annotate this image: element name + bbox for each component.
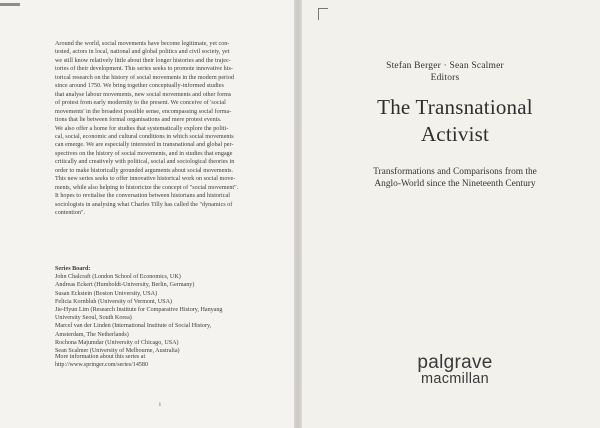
board-member: Sean Scalmer (University of Melbourne, Australia)	[55, 348, 180, 355]
crop-mark-horizontal	[318, 8, 328, 9]
book-subtitle-line: Transformations and Comparisons from the	[373, 167, 537, 177]
series-description-line: tions that lie between formal organisations and mere protest events.	[55, 117, 222, 124]
crop-mark-vertical	[318, 8, 319, 20]
publisher-logo	[400, 354, 510, 387]
series-description-line: that analyse labour movements, new social movements and other forms	[55, 91, 232, 98]
series-description-line: Around the world, social movements have become legitimate, yet con-	[55, 41, 230, 47]
board-member: Amsterdam, The Netherlands)	[55, 331, 129, 338]
series-description-line: This new series seeks to offer innovative historical work on social move-	[55, 176, 236, 183]
board-member: John Chalcraft (London School of Economics, UK)	[55, 274, 181, 281]
series-description-line: can emerge. We are especially interested in transnational and global per-	[55, 142, 234, 149]
more-info-text: More information about this series at	[55, 354, 146, 360]
series-description-line: order to make historically grounded arguments about social movements.	[55, 167, 234, 174]
book-gutter	[294, 0, 302, 428]
series-description-line: critically and creatively with political, social and sociological theories in	[55, 159, 235, 166]
series-description-line: tested, actors in local, national and global politics and civil society, yet	[55, 49, 230, 56]
publisher-name-line: macmillan	[421, 371, 489, 387]
series-description-line: sociologists in analysing what Charles Tilly has called the "dynamics of	[55, 201, 233, 208]
more-info	[55, 353, 255, 369]
series-description-line: torical research on the history of social movements in the modern period	[55, 74, 234, 81]
editor-names: Stefan Berger · Sean Scalmer	[386, 61, 504, 71]
board-member: Jie-Hyun Lim (Research Institute for Comparative History, Hanyang	[55, 307, 223, 314]
series-description-line: tories of their development. This series seeks to promote innovative his-	[55, 66, 233, 73]
series-description	[55, 40, 267, 218]
series-description-line: since around 1750. We bring together conceptually-informed studies	[55, 83, 224, 90]
editors-label: Editors	[430, 73, 460, 83]
series-description-line: cal, social, economic and cultural conditions in which social movements	[55, 133, 234, 140]
series-description-line: ments, while also helping to historicize the concept of "social movement".	[55, 184, 239, 191]
series-description-line: It hopes to revitalise the conversation between historians and historical	[55, 193, 230, 200]
board-member: Marcel van der Linden (International Institute of Social History,	[55, 323, 212, 330]
series-description-line: spectives on the history of social movements, and in studies that engage	[55, 150, 233, 157]
scan-corner-mark	[0, 3, 20, 6]
book-subtitle	[330, 166, 580, 190]
series-description-line: We also offer a home for studies that systematically explore the politi-	[55, 125, 229, 132]
series-url: http://www.springer.com/series/14580	[55, 362, 149, 369]
board-member: Susan Eckstein (Boston University, USA)	[55, 290, 158, 297]
editors	[350, 60, 540, 84]
publisher-name-line: palgrave	[417, 352, 493, 373]
series-board-title: Series Board:	[55, 266, 91, 272]
book-title-line: The Transnational	[377, 95, 533, 119]
book-title	[335, 94, 575, 148]
series-board	[55, 265, 275, 355]
page-number: i	[159, 402, 161, 408]
book-subtitle-line: Anglo-World since the Nineteenth Century	[374, 179, 536, 189]
board-member: Andreas Eckert (Humboldt-University, Berlin, Germany)	[55, 282, 195, 289]
series-description-line: of protest from early modernity to the present. We conceive of 'social	[55, 100, 226, 107]
series-description-line: movements' in the broadest possible sense, encompassing social forma-	[55, 108, 232, 115]
board-member: University Seoul, South Korea)	[55, 315, 132, 322]
series-description-line: we still know relatively little about their longer histories and the trajec-	[55, 57, 231, 64]
board-member: Rochona Majumdar (University of Chicago, USA)	[55, 339, 179, 346]
series-description-line: contention".	[55, 210, 86, 217]
book-title-line: Activist	[420, 122, 490, 146]
board-member: Felicia Kornbluh (University of Vermont, USA)	[55, 298, 173, 305]
